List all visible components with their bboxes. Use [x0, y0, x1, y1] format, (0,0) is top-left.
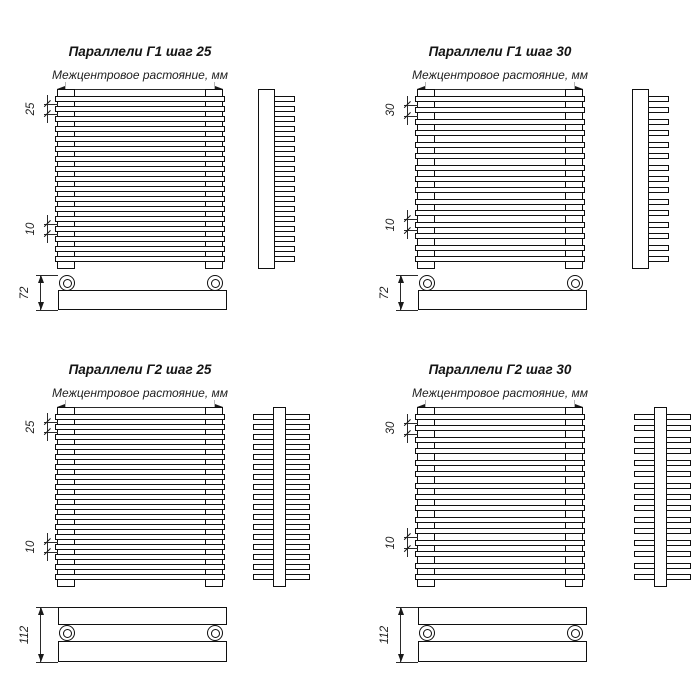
tube-end-tab — [253, 494, 275, 500]
tube-bar — [55, 246, 225, 252]
tube-bar — [415, 414, 585, 420]
tube-bar — [55, 504, 225, 510]
side-riser — [654, 407, 667, 587]
tube-bar — [415, 494, 585, 500]
collector-body-front — [58, 607, 227, 625]
tube-bar — [415, 460, 585, 466]
pipe-connection-inner — [571, 279, 580, 288]
tube-bar — [55, 544, 225, 550]
tube-bar — [415, 471, 585, 477]
pipe-connection-inner — [211, 629, 220, 638]
tube-bar — [55, 226, 225, 232]
tube-bar — [415, 153, 585, 159]
center-distance-dimension-line — [417, 407, 583, 408]
tube-bar — [55, 464, 225, 470]
tube-end-tab — [253, 504, 275, 510]
collector-body-front — [418, 607, 587, 625]
tube-end-tab — [273, 246, 295, 252]
tube-bar — [55, 126, 225, 132]
tube-end-tab — [647, 153, 669, 159]
tube-end-tab — [273, 226, 295, 232]
dim-arrow-down — [38, 654, 44, 662]
tube-end-tab — [647, 96, 669, 102]
tube-bar — [55, 534, 225, 540]
tube-bar — [55, 524, 225, 530]
dim-arrow-up — [398, 275, 404, 283]
tube-end-tab — [253, 574, 275, 580]
tube-end-tab — [284, 574, 310, 580]
row-gap-dimension-line — [47, 215, 48, 243]
tube-bar — [55, 256, 225, 262]
tube-end-tab — [665, 540, 691, 546]
tube-bar — [55, 96, 225, 102]
tube-end-tab — [273, 166, 295, 172]
tube-end-tab — [284, 544, 310, 550]
tube-end-tab — [634, 563, 656, 569]
extension-line — [36, 310, 58, 311]
tube-end-tab — [634, 540, 656, 546]
tube-end-tab — [284, 414, 310, 420]
tube-end-tab — [634, 448, 656, 454]
tube-end-tab — [273, 126, 295, 132]
tube-end-tab — [665, 471, 691, 477]
quadrant-title: Параллели Г1 шаг 30 — [428, 44, 572, 59]
tube-end-tab — [665, 437, 691, 443]
tube-end-tab — [284, 534, 310, 540]
tube-end-tab — [273, 106, 295, 112]
tube-end-tab — [284, 514, 310, 520]
tube-bar — [55, 116, 225, 122]
tube-bar — [415, 187, 585, 193]
step-dimension-line — [407, 414, 408, 443]
dim-arrow-down — [38, 302, 44, 310]
tube-end-tab — [284, 424, 310, 430]
row-gap-dimension-line — [47, 533, 48, 561]
dim-step-label: 25 — [25, 420, 37, 434]
tube-end-tab — [634, 494, 656, 500]
tube-end-tab — [647, 107, 669, 113]
tube-bar — [55, 414, 225, 420]
dim-step-label: 30 — [385, 422, 397, 435]
extension-line — [396, 662, 418, 663]
tube-bar — [415, 528, 585, 534]
tube-bar — [55, 444, 225, 450]
tube-end-tab — [647, 199, 669, 205]
tube-end-tab — [284, 504, 310, 510]
tube-end-tab — [273, 196, 295, 202]
dim-row-gap-label: 10 — [385, 536, 397, 550]
tube-bar — [55, 514, 225, 520]
tube-bar — [415, 96, 585, 102]
tube-bar — [415, 563, 585, 569]
tube-end-tab — [634, 460, 656, 466]
tube-end-tab — [634, 551, 656, 557]
pipe-connection-inner — [423, 279, 432, 288]
tube-bar — [415, 107, 585, 113]
center-distance-label: Межцентровое растояние, мм — [412, 386, 588, 400]
tube-end-tab — [665, 551, 691, 557]
tube-bar — [55, 176, 225, 182]
tube-end-tab — [647, 222, 669, 228]
tube-end-tab — [647, 176, 669, 182]
tube-bar — [55, 494, 225, 500]
tube-bar — [415, 483, 585, 489]
tube-bar — [415, 245, 585, 251]
tube-end-tab — [665, 517, 691, 523]
tube-bar — [415, 142, 585, 148]
tube-end-tab — [253, 464, 275, 470]
tube-end-tab — [253, 544, 275, 550]
center-distance-label: Межцентровое растояние, мм — [52, 68, 228, 82]
tube-end-tab — [273, 136, 295, 142]
tube-end-tab — [634, 471, 656, 477]
tube-end-tab — [634, 517, 656, 523]
tube-bar — [415, 505, 585, 511]
tube-end-tab — [665, 425, 691, 431]
tube-end-tab — [647, 165, 669, 171]
tube-bar — [55, 574, 225, 580]
tube-end-tab — [634, 528, 656, 534]
tube-end-tab — [273, 146, 295, 152]
tube-bar — [415, 437, 585, 443]
tube-bar — [415, 448, 585, 454]
tube-end-tab — [634, 505, 656, 511]
pipe-connection-inner — [571, 629, 580, 638]
tube-end-tab — [253, 564, 275, 570]
tube-bar — [55, 564, 225, 570]
dim-row-gap-label: 10 — [25, 222, 37, 236]
tube-end-tab — [273, 116, 295, 122]
tube-end-tab — [253, 434, 275, 440]
tube-bar — [415, 165, 585, 171]
side-riser — [632, 89, 649, 269]
tube-end-tab — [647, 119, 669, 125]
tube-end-tab — [273, 236, 295, 242]
tube-end-tab — [647, 233, 669, 239]
dim-arrow-down — [398, 654, 404, 662]
tube-end-tab — [665, 494, 691, 500]
extension-line — [36, 662, 58, 663]
tube-end-tab — [253, 534, 275, 540]
tube-end-tab — [284, 434, 310, 440]
step-dimension-line — [407, 96, 408, 125]
tube-end-tab — [253, 554, 275, 560]
collector-body — [418, 290, 587, 310]
tube-end-tab — [665, 460, 691, 466]
dim-step-label: 30 — [385, 104, 397, 117]
extension-line — [396, 310, 418, 311]
row-gap-dimension-line — [407, 528, 408, 557]
tube-end-tab — [665, 505, 691, 511]
center-distance-dimension-line — [57, 89, 223, 90]
dim-collector-label: 112 — [19, 625, 31, 644]
pipe-connection-inner — [63, 279, 72, 288]
tube-bar — [55, 424, 225, 430]
tube-end-tab — [665, 414, 691, 420]
tube-bar — [55, 554, 225, 560]
tube-end-tab — [253, 424, 275, 430]
tube-end-tab — [253, 444, 275, 450]
dim-arrow-up — [38, 275, 44, 283]
tube-end-tab — [273, 156, 295, 162]
tube-end-tab — [253, 414, 275, 420]
tube-bar — [55, 156, 225, 162]
tube-bar — [55, 196, 225, 202]
tube-end-tab — [634, 425, 656, 431]
center-distance-label: Межцентровое растояние, мм — [52, 386, 228, 400]
tube-bar — [415, 233, 585, 239]
tube-end-tab — [273, 176, 295, 182]
tube-bar — [415, 119, 585, 125]
dim-row-gap-label: 10 — [385, 218, 397, 232]
tube-bar — [55, 206, 225, 212]
tube-end-tab — [634, 483, 656, 489]
tube-bar — [415, 551, 585, 557]
tube-end-tab — [665, 563, 691, 569]
quadrant-title: Параллели Г1 шаг 25 — [68, 44, 212, 59]
tube-bar — [415, 199, 585, 205]
tube-end-tab — [647, 245, 669, 251]
row-gap-dimension-line — [407, 210, 408, 239]
dim-row-gap-label: 10 — [25, 540, 37, 554]
tube-bar — [55, 216, 225, 222]
tube-end-tab — [273, 216, 295, 222]
center-distance-dimension-line — [57, 407, 223, 408]
tube-end-tab — [284, 464, 310, 470]
tube-bar — [55, 166, 225, 172]
tube-end-tab — [284, 484, 310, 490]
tube-bar — [415, 210, 585, 216]
tube-bar — [55, 106, 225, 112]
tube-end-tab — [253, 514, 275, 520]
tube-end-tab — [284, 444, 310, 450]
tube-bar — [415, 574, 585, 580]
tube-bar — [55, 434, 225, 440]
tube-bar — [415, 517, 585, 523]
tube-bar — [55, 136, 225, 142]
tube-end-tab — [634, 414, 656, 420]
pipe-connection-inner — [211, 279, 220, 288]
tube-end-tab — [273, 206, 295, 212]
quadrant-title: Параллели Г2 шаг 25 — [68, 362, 212, 377]
side-riser — [258, 89, 275, 269]
tube-end-tab — [253, 484, 275, 490]
tube-bar — [415, 540, 585, 546]
tube-bar — [415, 425, 585, 431]
tube-end-tab — [665, 483, 691, 489]
pipe-connection-inner — [63, 629, 72, 638]
tube-bar — [55, 484, 225, 490]
step-dimension-line — [47, 413, 48, 441]
dim-arrow-up — [38, 607, 44, 615]
tube-end-tab — [647, 142, 669, 148]
tube-end-tab — [284, 564, 310, 570]
tube-end-tab — [647, 256, 669, 262]
tube-end-tab — [273, 256, 295, 262]
tube-bar — [55, 454, 225, 460]
side-riser — [273, 407, 286, 587]
tube-end-tab — [665, 448, 691, 454]
tube-end-tab — [284, 454, 310, 460]
collector-body — [58, 290, 227, 310]
tube-end-tab — [284, 524, 310, 530]
tube-end-tab — [253, 474, 275, 480]
dim-step-label: 25 — [25, 102, 37, 116]
tube-end-tab — [634, 574, 656, 580]
pipe-connection-inner — [423, 629, 432, 638]
tube-end-tab — [284, 474, 310, 480]
tube-end-tab — [284, 554, 310, 560]
tube-bar — [415, 130, 585, 136]
tube-end-tab — [273, 96, 295, 102]
tube-bar — [415, 176, 585, 182]
tube-end-tab — [665, 574, 691, 580]
tube-bar — [55, 146, 225, 152]
center-distance-dimension-line — [417, 89, 583, 90]
tube-bar — [55, 236, 225, 242]
tube-end-tab — [647, 130, 669, 136]
tube-end-tab — [647, 210, 669, 216]
dim-collector-label: 72 — [379, 286, 391, 299]
tube-bar — [415, 222, 585, 228]
dim-collector-label: 112 — [379, 625, 391, 644]
tube-end-tab — [634, 437, 656, 443]
step-dimension-line — [47, 95, 48, 123]
dim-collector-label: 72 — [19, 286, 31, 299]
tube-end-tab — [273, 186, 295, 192]
dim-arrow-up — [398, 607, 404, 615]
quadrant-title: Параллели Г2 шаг 30 — [428, 362, 572, 377]
tube-bar — [55, 474, 225, 480]
center-distance-label: Межцентровое растояние, мм — [412, 68, 588, 82]
tube-bar — [55, 186, 225, 192]
tube-end-tab — [253, 524, 275, 530]
dim-arrow-down — [398, 302, 404, 310]
tube-bar — [415, 256, 585, 262]
collector-body-rear — [58, 641, 227, 662]
tube-end-tab — [647, 187, 669, 193]
collector-body-rear — [418, 641, 587, 662]
tube-end-tab — [253, 454, 275, 460]
tube-end-tab — [665, 528, 691, 534]
tube-end-tab — [284, 494, 310, 500]
